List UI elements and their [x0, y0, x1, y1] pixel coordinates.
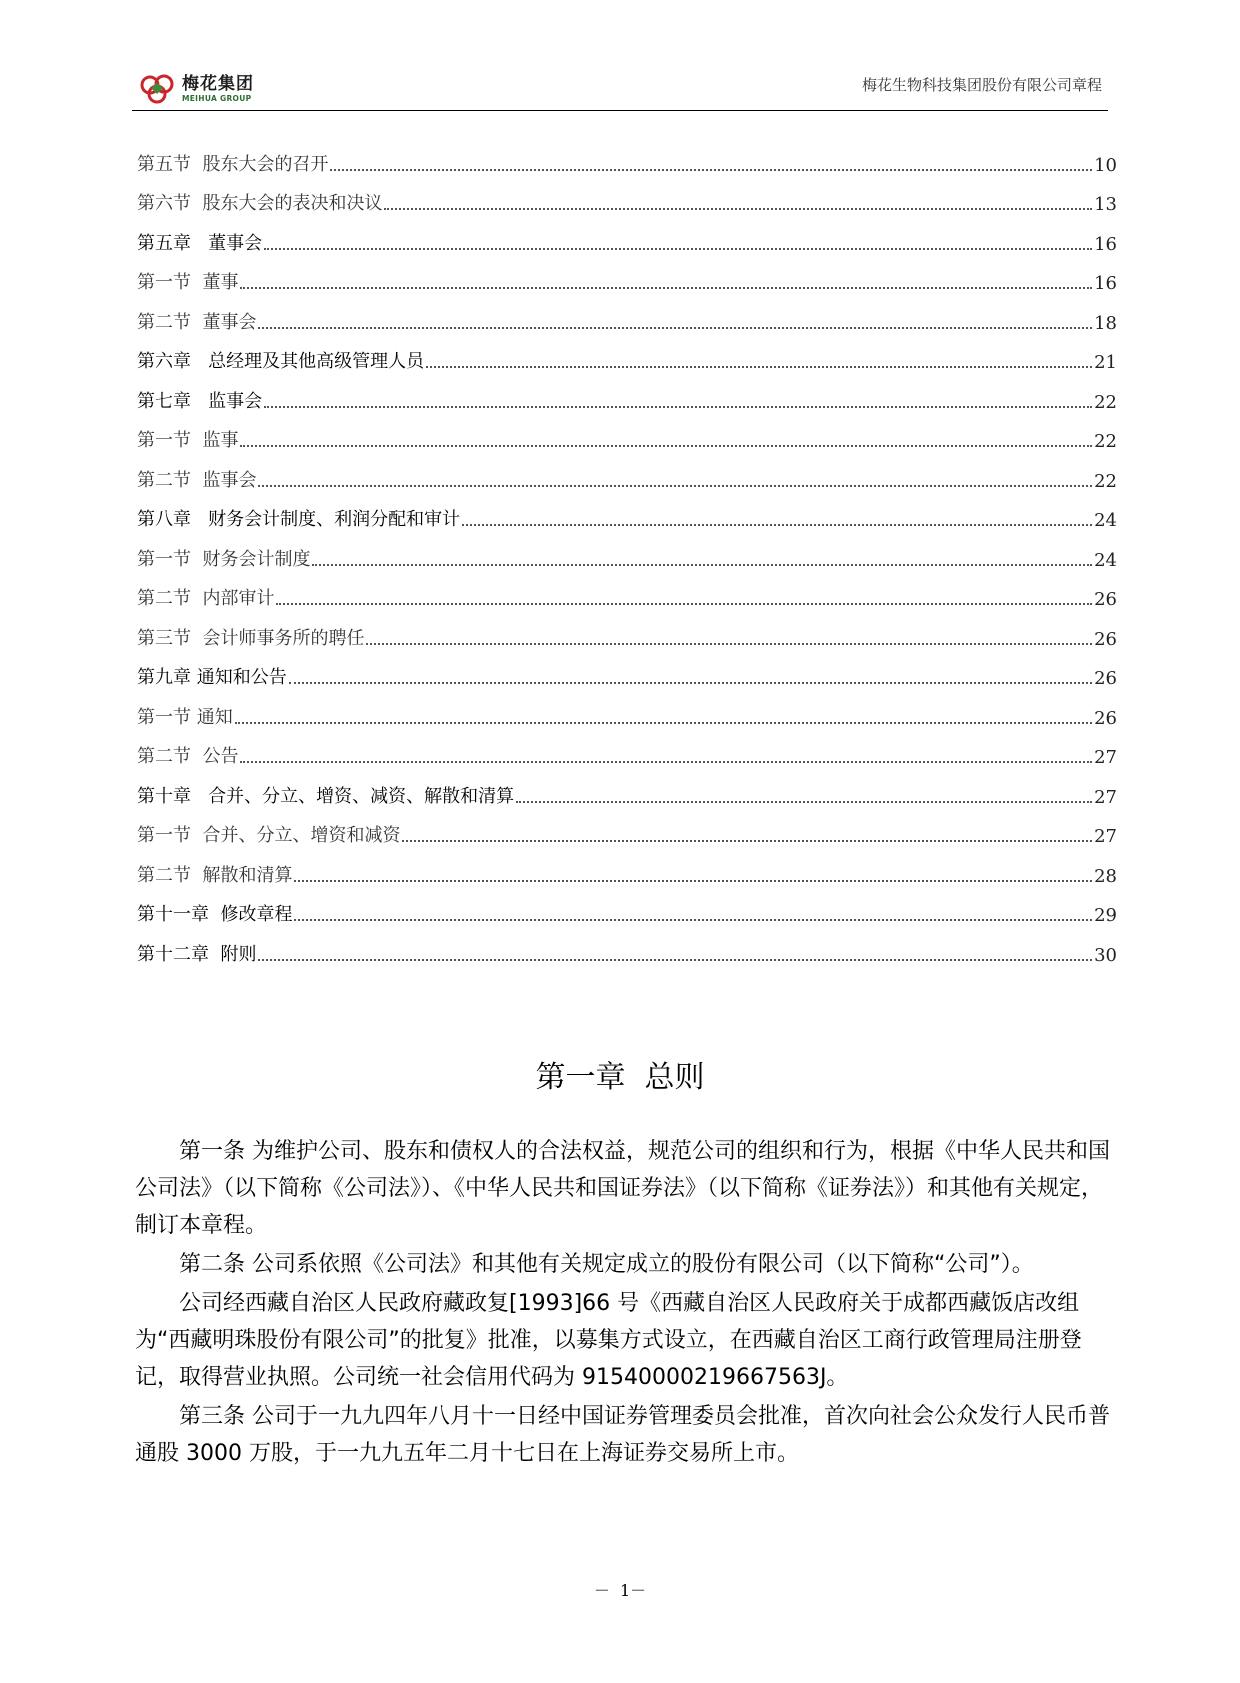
toc-entry-chapter[interactable]	[137, 498, 1117, 538]
toc-dot-leader	[240, 287, 1092, 289]
toc-dot-leader	[330, 169, 1092, 171]
toc-entry-chapter[interactable]	[137, 221, 1117, 261]
toc-entry-page: 21	[1094, 352, 1117, 373]
toc-entry-page: 28	[1094, 865, 1117, 887]
logo-chinese-name: 梅花集团	[182, 73, 254, 94]
toc-entry-label: 第一节 董事	[137, 272, 239, 293]
toc-entry-label: 第六章 总经理及其他高级管理人员	[137, 351, 425, 372]
toc-dot-leader	[294, 880, 1092, 882]
toc-entry-label: 第二节 监事会	[137, 469, 257, 491]
toc-entry-page: 22	[1094, 431, 1117, 452]
toc-entry-chapter[interactable]	[137, 774, 1117, 814]
toc-entry-page: 26	[1094, 589, 1117, 610]
article-body	[135, 1133, 1110, 1474]
toc-entry-section[interactable]	[137, 142, 1117, 182]
toc-entry-chapter[interactable]	[137, 379, 1117, 419]
toc-dot-leader	[276, 603, 1092, 605]
toc-dot-leader	[384, 208, 1092, 210]
toc-entry-page: 26	[1094, 628, 1117, 650]
toc-entry-label: 第三节 会计师事务所的聘任	[137, 627, 365, 649]
toc-entry-page: 30	[1094, 944, 1117, 966]
toc-dot-leader	[516, 801, 1092, 803]
toc-entry-page: 29	[1094, 905, 1117, 926]
toc-entry-page: 27	[1094, 826, 1117, 847]
toc-dot-leader	[264, 406, 1092, 408]
toc-entry-page: 18	[1094, 312, 1117, 334]
toc-entry-page: 22	[1094, 470, 1117, 492]
toc-entry-page: 13	[1094, 194, 1117, 215]
page-number: － 1－	[593, 1581, 647, 1600]
toc-entry-label: 第五章 董事会	[137, 232, 263, 254]
toc-entry-label: 第二节 解散和清算	[137, 864, 293, 886]
toc-dot-leader	[258, 959, 1092, 961]
toc-entry-section[interactable]	[137, 577, 1117, 617]
toc-dot-leader	[240, 761, 1092, 763]
toc-entry-chapter[interactable]	[137, 932, 1117, 972]
company-logo	[138, 72, 254, 106]
toc-entry-label: 第六节 股东大会的表决和决议	[137, 193, 383, 214]
toc-dot-leader	[402, 840, 1092, 842]
toc-entry-section[interactable]	[137, 261, 1117, 301]
toc-dot-leader	[366, 643, 1092, 645]
toc-dot-leader	[240, 445, 1092, 447]
toc-entry-label: 第二节 董事会	[137, 311, 257, 333]
paragraph-article-1: 第一条 为维护公司、股东和债权人的合法权益，规范公司的组织和行为，根据《中华人民共和国公司法》（以下简称《公司法》）、《中华人民共和国证券法》（以下简称《证券法》）和其他有关规定，制订本章程。	[135, 1139, 1110, 1238]
toc-entry-section[interactable]	[137, 300, 1117, 340]
toc-entry-page: 16	[1094, 233, 1117, 255]
toc-entry-page: 10	[1094, 154, 1117, 176]
toc-entry-page: 22	[1094, 391, 1117, 413]
paragraph-article-3: 第三条 公司于一九九四年八月十一日经中国证券管理委员会批准，首次向社会公众发行人民币普通股 3000 万股，于一九九五年二月十七日在上海证券交易所上市。	[135, 1404, 1110, 1466]
toc-entry-label: 第十一章 修改章程	[137, 904, 293, 925]
toc-entry-label: 第一节 合并、分立、增资和减资	[137, 825, 401, 846]
toc-entry-page: 27	[1094, 786, 1117, 808]
paragraph-article-2: 第二条 公司系依照《公司法》和其他有关规定成立的股份有限公司（以下简称“公司”）。	[179, 1252, 1034, 1277]
toc-entry-label: 第九章 通知和公告	[137, 667, 287, 688]
toc-entry-section[interactable]	[137, 537, 1117, 577]
paragraph-company-registration: 公司经西藏自治区人民政府藏政复[1993]66 号《西藏自治区人民政府关于成都西藏饭店改组为“西藏明珠股份有限公司”的批复》批准，以募集方式设立，在西藏自治区工商行政管理局注册登记，取得营业执照。公司统一社会信用代码为 91540000219667563J。	[135, 1291, 1082, 1390]
toc-entry-page: 24	[1094, 549, 1117, 571]
toc-dot-leader	[312, 564, 1092, 566]
table-of-contents	[137, 142, 1117, 972]
toc-dot-leader	[235, 722, 1092, 724]
toc-entry-label: 第十章 合并、分立、增资、减资、解散和清算	[137, 785, 515, 807]
toc-entry-page: 26	[1094, 707, 1117, 729]
chapter-heading: 第一章 总则	[535, 1060, 705, 1095]
toc-dot-leader	[258, 327, 1092, 329]
toc-entry-page: 16	[1094, 273, 1117, 294]
toc-entry-section[interactable]	[137, 616, 1117, 656]
toc-dot-leader	[462, 524, 1092, 526]
toc-dot-leader	[426, 366, 1092, 368]
toc-entry-page: 27	[1094, 747, 1117, 768]
toc-entry-section[interactable]	[137, 419, 1117, 459]
document-title: 梅花生物科技集团股份有限公司章程	[861, 76, 1102, 94]
toc-entry-label: 第七章 监事会	[137, 390, 263, 412]
toc-entry-section[interactable]	[137, 182, 1117, 222]
toc-dot-leader	[258, 485, 1092, 487]
toc-dot-leader	[289, 682, 1092, 684]
toc-entry-label: 第十二章 附则	[137, 943, 257, 965]
toc-entry-section[interactable]	[137, 735, 1117, 775]
toc-entry-section[interactable]	[137, 458, 1117, 498]
toc-entry-section[interactable]	[137, 695, 1117, 735]
toc-entry-section[interactable]	[137, 814, 1117, 854]
page-header	[132, 66, 1108, 111]
toc-entry-page: 24	[1094, 510, 1117, 531]
toc-entry-label: 第一节 通知	[137, 706, 233, 728]
toc-entry-label: 第八章 财务会计制度、利润分配和审计	[137, 509, 461, 530]
plum-blossom-logo-icon	[138, 73, 178, 105]
toc-entry-label: 第二节 公告	[137, 746, 239, 767]
toc-entry-chapter[interactable]	[137, 893, 1117, 933]
toc-entry-chapter[interactable]	[137, 656, 1117, 696]
logo-english-name: MEIHUA GROUP	[182, 93, 252, 103]
toc-entry-section[interactable]	[137, 853, 1117, 893]
toc-entry-label: 第五节 股东大会的召开	[137, 153, 329, 175]
toc-entry-chapter[interactable]	[137, 340, 1117, 380]
toc-entry-page: 26	[1094, 668, 1117, 689]
toc-entry-label: 第一节 监事	[137, 430, 239, 451]
toc-entry-label: 第二节 内部审计	[137, 588, 275, 609]
toc-dot-leader	[294, 919, 1092, 921]
toc-entry-label: 第一节 财务会计制度	[137, 548, 311, 570]
toc-dot-leader	[264, 248, 1092, 250]
